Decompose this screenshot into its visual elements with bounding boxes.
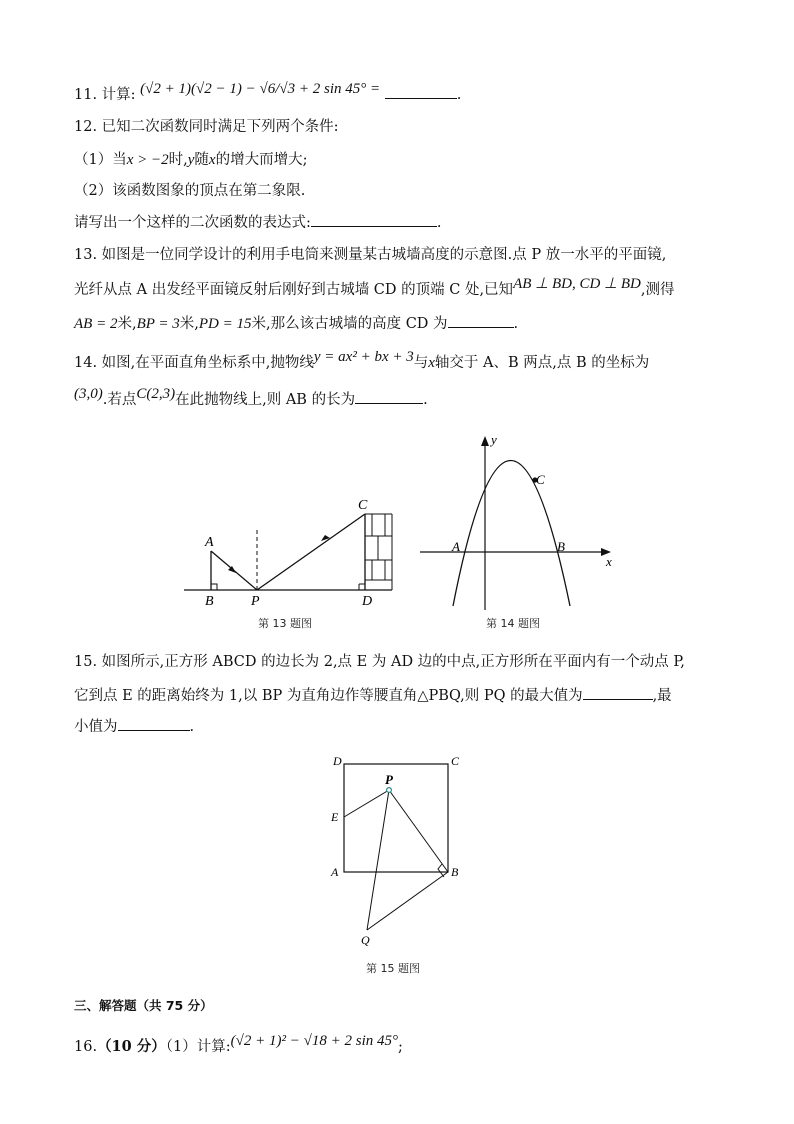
label-b: B: [205, 594, 214, 609]
ray-pc: [257, 514, 365, 590]
q11-expression: (√2 + 1)(√2 − 1) − √6/√3 + 2 sin 45° =: [140, 81, 381, 97]
q12-condition-1: （1）当x > −2时,y随x的增大而增大;: [74, 152, 308, 168]
label-a: A: [205, 535, 214, 550]
q14-line-2: (3,0).若点C(2,3)在此抛物线上,则 AB 的长为 .: [74, 386, 428, 408]
caption-14: 第 14 题图: [486, 617, 540, 630]
caption-13: 第 13 题图: [258, 617, 312, 630]
answer-blank-14[interactable]: [355, 389, 423, 404]
answer-blank-11[interactable]: [385, 84, 457, 99]
answer-blank-12[interactable]: [311, 212, 437, 227]
label-x: x: [606, 554, 612, 569]
section-3-heading: 三、解答题（共 75 分）: [74, 998, 213, 1013]
label-b: B: [557, 539, 565, 554]
segment-bq: [367, 872, 448, 930]
segment-ep: [344, 790, 389, 817]
square-abcd: [344, 764, 448, 872]
segment-pb: [389, 790, 448, 872]
label-c: C: [451, 754, 460, 768]
label-a: A: [331, 865, 339, 879]
answer-blank-13[interactable]: [448, 313, 514, 328]
figure-14: [415, 430, 620, 615]
label-q: Q: [361, 933, 370, 947]
point-p: [387, 788, 392, 793]
q13-line-3: AB = 2米,BP = 3米,PD = 15米,那么该古城墙的高度 CD 为 .: [74, 313, 518, 334]
question-12: 12. 已知二次函数同时满足下列两个条件:: [74, 119, 339, 135]
answer-blank-15-max[interactable]: [583, 685, 653, 700]
question-13: 13. 如图是一位同学设计的利用手电筒来测量某古城墙高度的示意图.点 P 放一水平的平面镜,: [74, 247, 667, 263]
segment-pq: [367, 790, 389, 930]
parabola: [453, 461, 570, 607]
question-16: 16.（10 分）（1）计算:(√2 + 1)² − √18 + 2 sin 45°;: [74, 1033, 403, 1055]
q12-condition-2: （2）该函数图象的顶点在第二象限.: [74, 183, 306, 199]
label-y: y: [491, 432, 497, 447]
q13-line-2: 光纤从点 A 出发经平面镜反射后刚好到古城墙 CD 的顶端 C 处,已知AB ⊥ BD, CD ⊥ BD,测得: [74, 276, 675, 298]
y-axis-arrow: [481, 436, 489, 446]
label-p: P: [385, 772, 393, 787]
label-b: B: [451, 865, 459, 879]
label-e: E: [331, 810, 339, 824]
caption-15: 第 15 题图: [366, 962, 420, 975]
right-angle-d: [359, 584, 365, 590]
label-d: D: [362, 594, 373, 609]
question-11: 11. 计算: (√2 + 1)(√2 − 1) − √6/√3 + 2 sin 45° = .: [74, 81, 462, 103]
wall-bricks: [365, 514, 392, 590]
label-a: A: [452, 539, 460, 554]
figure-13: [170, 490, 410, 615]
question-15: 15. 如图所示,正方形 ABCD 的边长为 2,点 E 为 AD 边的中点,正方形所在平面内有一个动点 P,: [74, 654, 685, 670]
question-14: 14. 如图,在平面直角坐标系中,抛物线y = ax² + bx + 3与x轴交于 A、B 两点,点 B 的坐标为: [74, 349, 650, 371]
figure-15: [325, 752, 475, 952]
answer-blank-15-min[interactable]: [118, 716, 190, 731]
q15-line-3: 小值为 .: [74, 716, 194, 737]
q15-line-2: 它到点 E 的距离始终为 1,以 BP 为直角边作等腰直角△PBQ,则 PQ 的最大值为 ,最: [74, 685, 672, 706]
right-angle-b: [211, 584, 217, 590]
label-c: C: [536, 472, 545, 487]
label-d: D: [333, 754, 342, 768]
label-p: P: [251, 594, 260, 609]
q12-ask: 请写出一个这样的二次函数的表达式: .: [74, 212, 442, 233]
q16-expression: (√2 + 1)² − √18 + 2 sin 45°: [230, 1033, 398, 1049]
label-c: C: [358, 498, 368, 513]
